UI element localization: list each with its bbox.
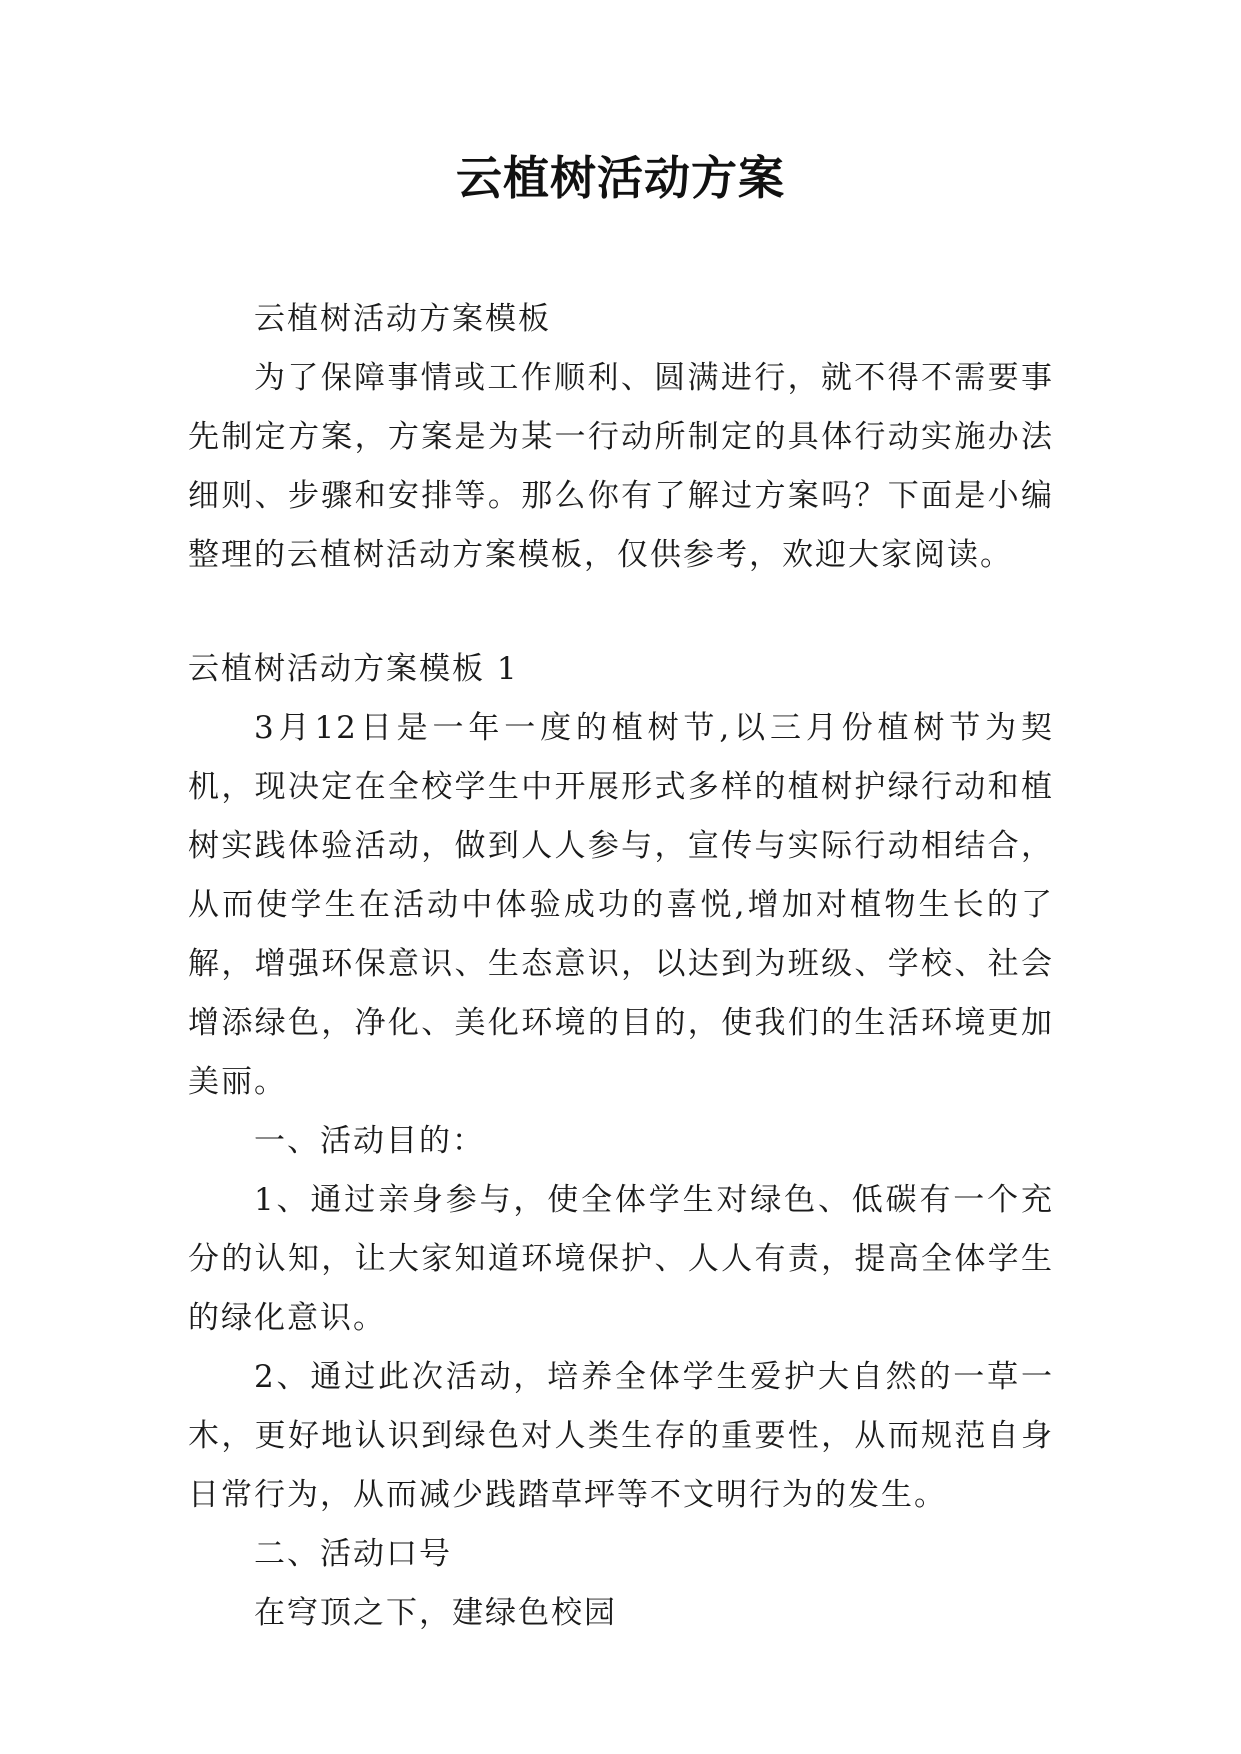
body-paragraph: 2、通过此次活动，培养全体学生爱护大自然的一草一木，更好地认识到绿色对人类生存的重要性，从而规范自身日常行为，从而减少践踏草坪等不文明行为的发生。	[188, 1359, 1054, 1513]
document-body	[188, 290, 1054, 1643]
subtitle-paragraph: 云植树活动方案模板	[254, 301, 551, 337]
heading-purpose: 一、活动目的：	[254, 1123, 485, 1159]
body-paragraph: 1、通过亲身参与，使全体学生对绿色、低碳有一个充分的认知，让大家知道环境保护、人人有责，提高全体学生的绿化意识。	[188, 1182, 1054, 1336]
document-title: 云植树活动方案	[456, 151, 785, 205]
slogan-paragraph: 在穹顶之下，建绿色校园	[254, 1595, 617, 1631]
intro-paragraph: 为了保障事情或工作顺利、圆满进行，就不得不需要事先制定方案，方案是为某一行动所制定的具体行动实施办法细则、步骤和安排等。那么你有了解过方案吗？下面是小编整理的云植树活动方案模板，仅供参考，欢迎大家阅读。	[188, 360, 1054, 573]
body-paragraph: 3月12日是一年一度的植树节,以三月份植树节为契机，现决定在全校学生中开展形式多样的植树护绿行动和植树实践体验活动，做到人人参与，宣传与实际行动相结合，从而使学生在活动中体验成功的喜悦,增加对植物生长的了解，增强环保意识、生态意识，以达到为班级、学校、社会增添绿色，净化、美化环境的目的，使我们的生活环境更加美丽。	[188, 710, 1054, 1100]
section-heading: 云植树活动方案模板 1	[188, 651, 519, 687]
heading-slogan: 二、活动口号	[254, 1536, 452, 1572]
